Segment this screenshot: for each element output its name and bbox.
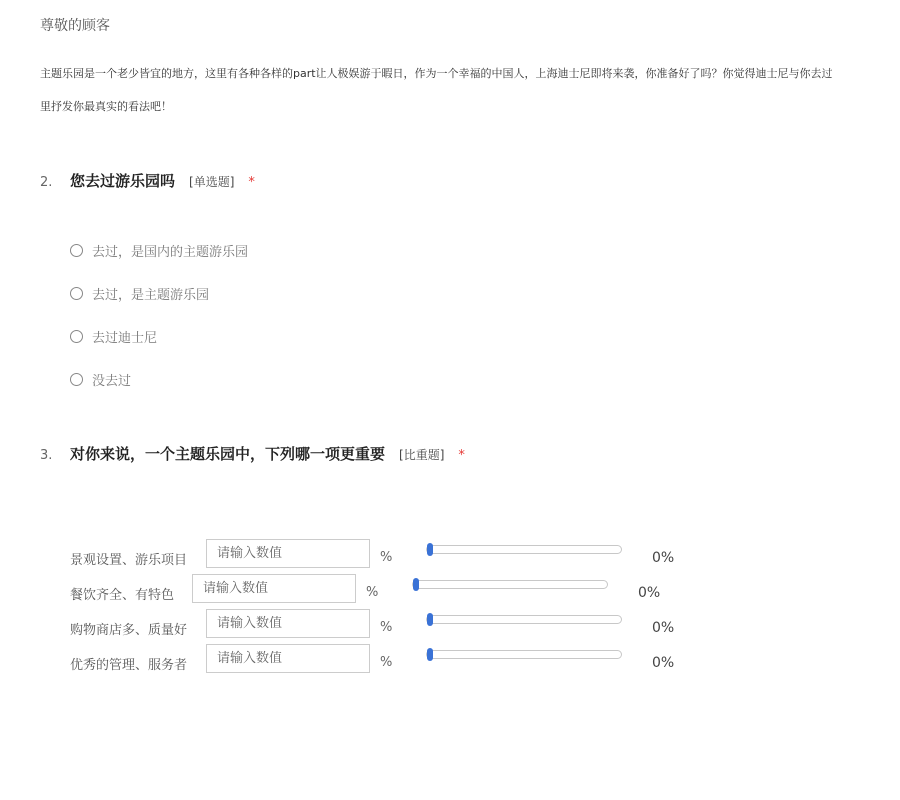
proportion-label: 餐饮齐全、有特色 xyxy=(70,588,175,603)
proportion-label: 景观设置、游乐项目 xyxy=(70,553,188,568)
slider-handle[interactable] xyxy=(427,543,433,556)
question-type-badge: [单选题] xyxy=(189,175,235,189)
required-mark: * xyxy=(248,175,255,190)
survey-intro xyxy=(40,57,900,123)
proportion-value-input[interactable] xyxy=(206,539,370,568)
proportion-row xyxy=(70,644,690,674)
percent-unit: % xyxy=(380,620,393,635)
question-number: 3. xyxy=(40,448,53,463)
proportion-value-input[interactable] xyxy=(206,609,370,638)
greeting-heading: 尊敬的顾客 xyxy=(40,18,110,34)
option-label: 去过，是国内的主题游乐园 xyxy=(92,245,249,260)
question-title: 您去过游乐园吗 xyxy=(70,172,176,190)
option-radio-3[interactable] xyxy=(70,327,157,346)
option-label: 没去过 xyxy=(92,374,132,389)
percent-unit: % xyxy=(380,655,393,670)
radio-button[interactable] xyxy=(70,373,83,386)
proportion-row xyxy=(70,574,690,604)
proportion-slider[interactable] xyxy=(412,580,608,589)
proportion-slider[interactable] xyxy=(426,650,622,659)
option-radio-1[interactable] xyxy=(70,241,248,260)
proportion-slider[interactable] xyxy=(426,615,622,624)
option-label: 去过迪士尼 xyxy=(92,331,158,346)
proportion-value-input[interactable] xyxy=(192,574,356,603)
slider-percent-value: 0% xyxy=(652,550,675,566)
slider-handle[interactable] xyxy=(413,578,419,591)
question-number: 2. xyxy=(40,175,53,190)
radio-button[interactable] xyxy=(70,287,83,300)
question-2 xyxy=(40,170,255,191)
radio-button[interactable] xyxy=(70,244,83,257)
proportion-label: 购物商店多、质量好 xyxy=(70,623,188,638)
slider-percent-value: 0% xyxy=(652,655,675,671)
option-radio-4[interactable] xyxy=(70,370,131,389)
slider-handle[interactable] xyxy=(427,613,433,626)
radio-button[interactable] xyxy=(70,330,83,343)
percent-unit: % xyxy=(380,550,393,565)
option-label: 去过，是主题游乐园 xyxy=(92,288,210,303)
question-3 xyxy=(40,443,465,464)
intro-line-1: 主题乐园是一个老少皆宜的地方，这里有各种各样的part让人极娱游于暇日，作为一个幸福的中国人，上海迪士尼即将来袭，你准备好了吗？你觉得迪士尼与你去过 xyxy=(40,67,833,80)
proportion-label: 优秀的管理、服务者 xyxy=(70,658,188,673)
question-2-header xyxy=(40,170,255,191)
slider-handle[interactable] xyxy=(427,648,433,661)
question-3-header xyxy=(40,443,465,464)
proportion-row xyxy=(70,539,690,569)
proportion-slider[interactable] xyxy=(426,545,622,554)
proportion-value-input[interactable] xyxy=(206,644,370,673)
question-type-badge: [比重题] xyxy=(399,448,445,462)
required-mark: * xyxy=(458,448,465,463)
question-title: 对你来说，一个主题乐园中，下列哪一项更重要 xyxy=(70,445,386,463)
slider-percent-value: 0% xyxy=(652,620,675,636)
percent-unit: % xyxy=(366,585,379,600)
intro-line-2: 里抒发你最真实的看法吧！ xyxy=(40,100,172,113)
proportion-row xyxy=(70,609,690,639)
slider-percent-value: 0% xyxy=(638,585,661,601)
option-radio-2[interactable] xyxy=(70,284,209,303)
